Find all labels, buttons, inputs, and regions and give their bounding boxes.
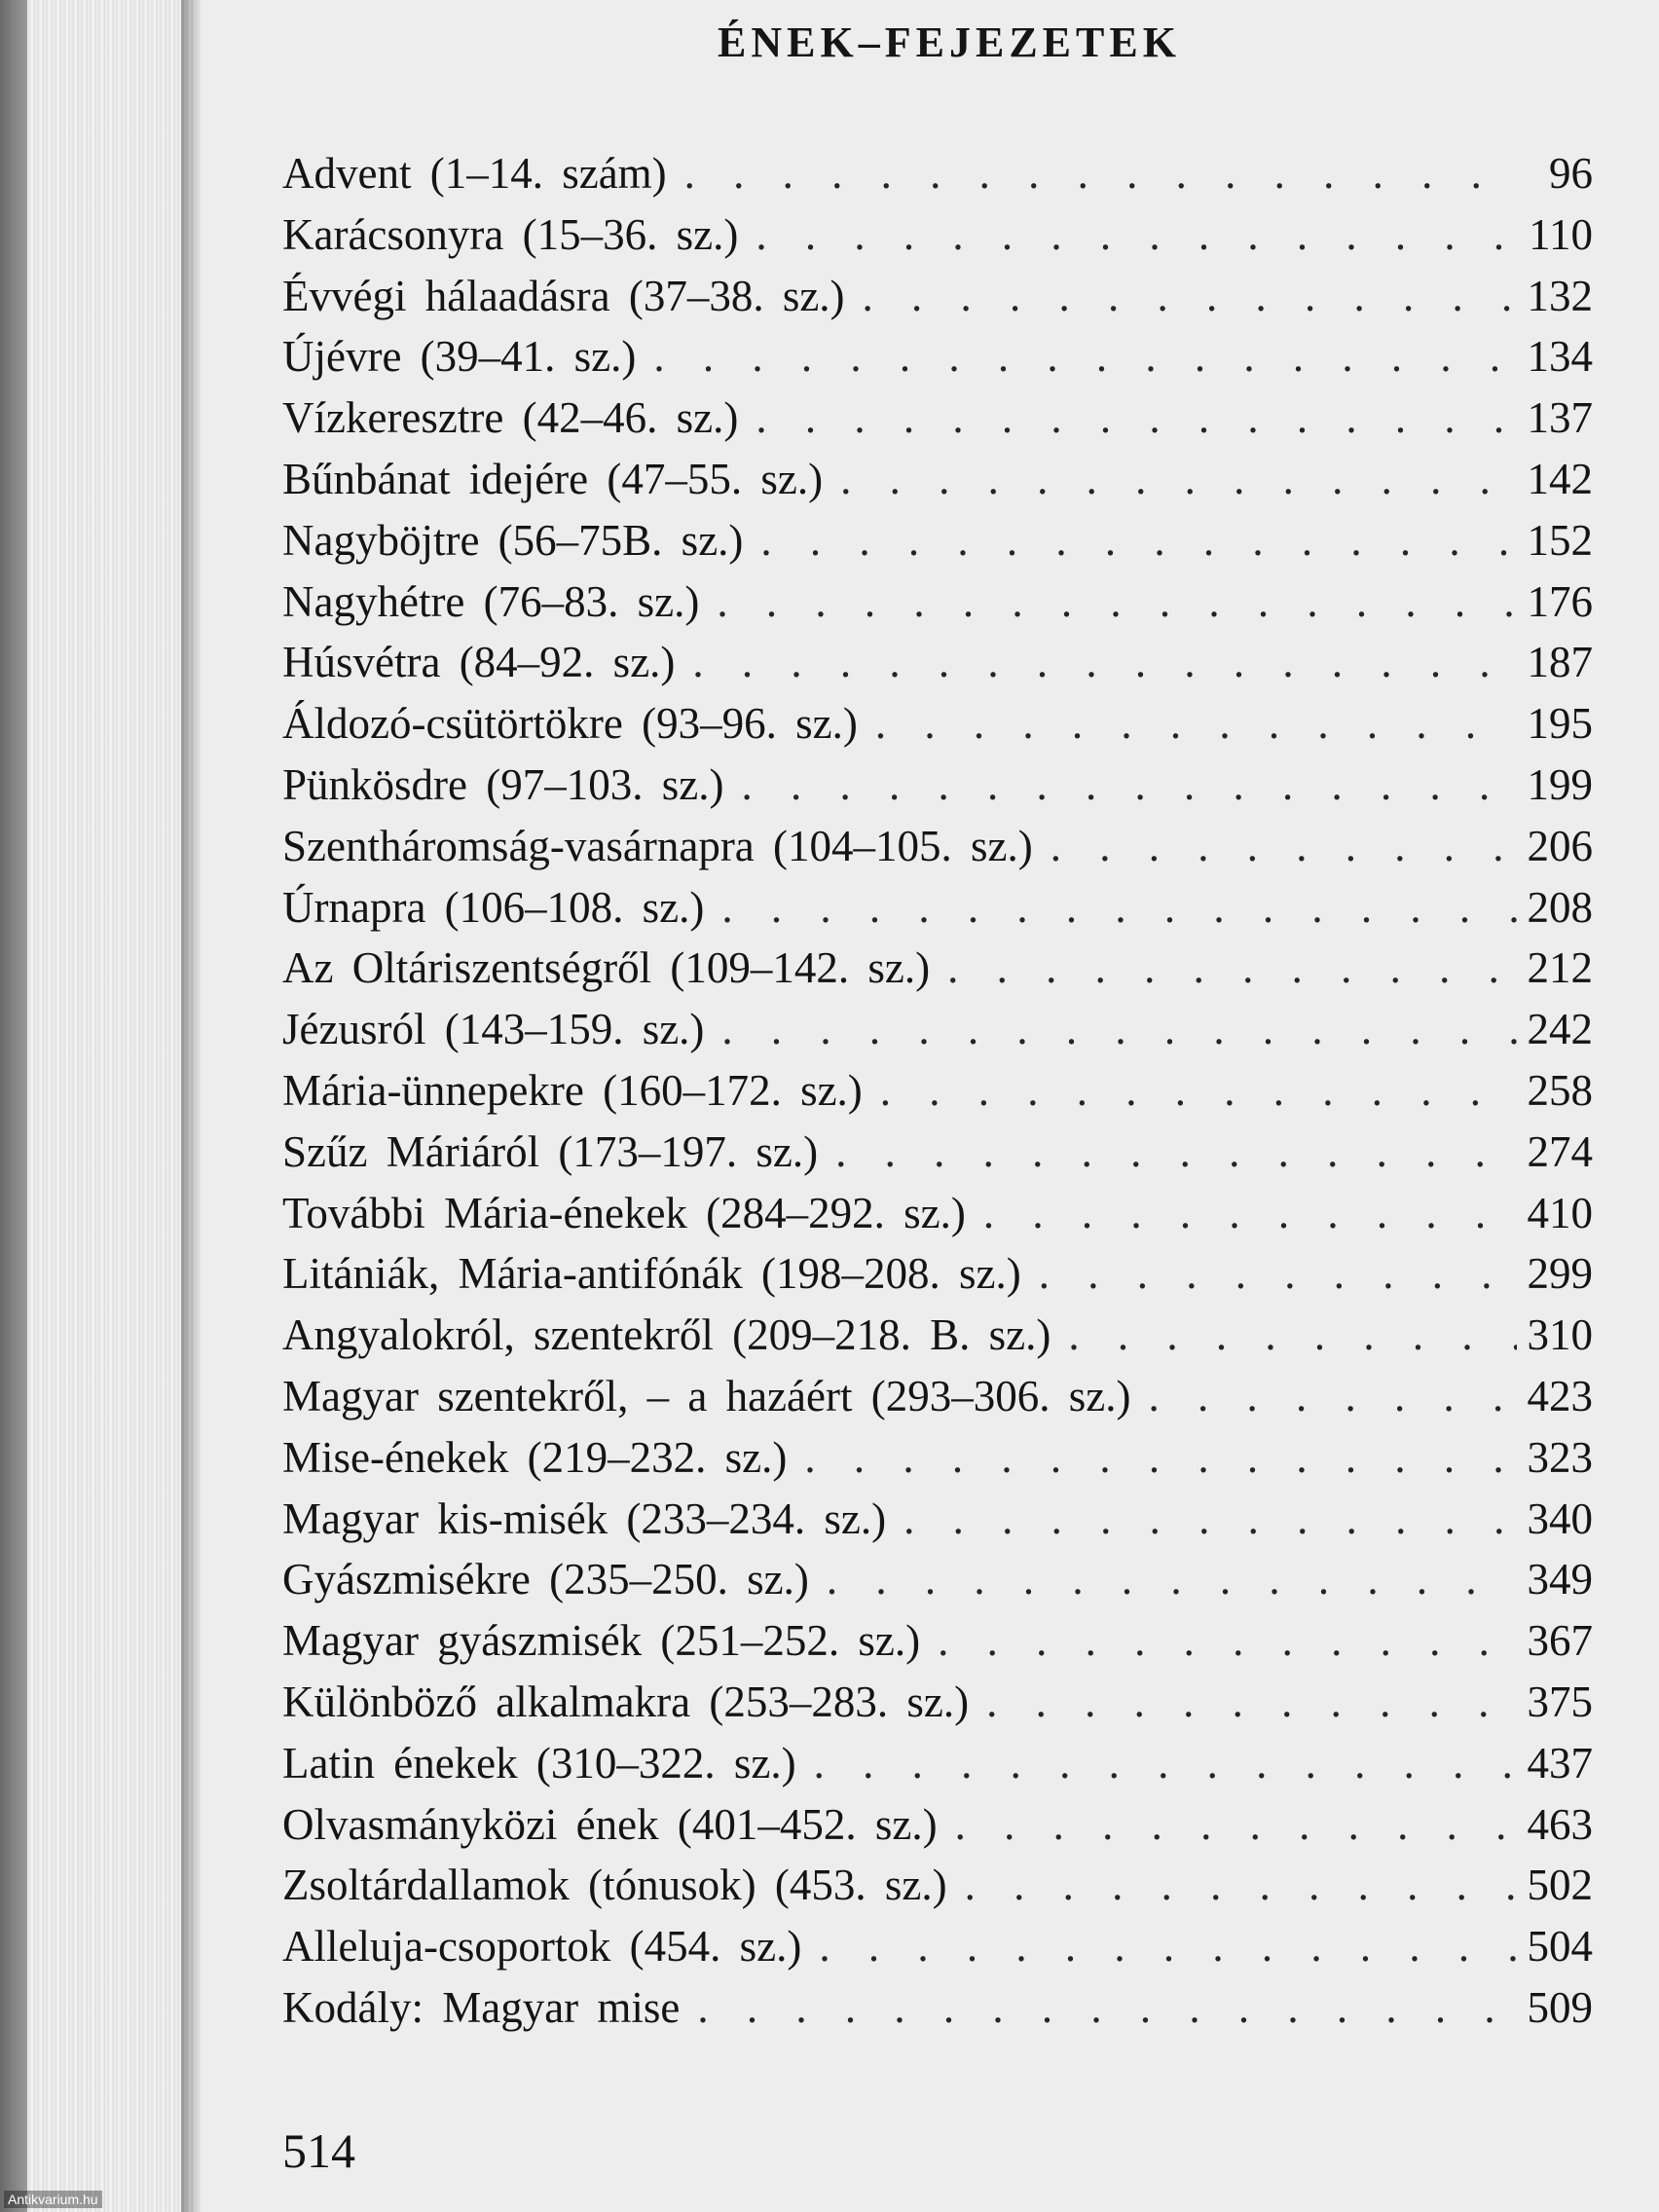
toc-entry-page: 274: [1527, 1126, 1593, 1176]
toc-entry: [282, 1432, 1593, 1493]
toc-entry-page: 323: [1527, 1432, 1593, 1482]
toc-entry: [282, 454, 1593, 515]
toc-entry-page: 367: [1527, 1616, 1593, 1666]
toc-entry-page: 242: [1527, 1005, 1593, 1054]
toc-entry: [282, 1065, 1593, 1126]
toc-entry-label: Magyar kis-misék (233–234. sz.): [282, 1493, 887, 1543]
toc-entry-label: Litániák, Mária-antifónák (198–208. sz.): [282, 1249, 1021, 1299]
toc-entry-label: Szűz Máriáról (173–197. sz.): [282, 1126, 819, 1176]
toc-entry-label: Évvégi hálaadásra (37–38. sz.): [282, 271, 845, 320]
toc-entry-page: 349: [1527, 1555, 1593, 1604]
toc-entry-label: Az Oltáriszentségről (109–142. sz.): [282, 943, 931, 993]
dot-leader: [835, 1126, 1517, 1177]
dot-leader: [875, 698, 1517, 749]
toc-entry: [282, 392, 1593, 454]
toc-entry: [282, 1738, 1593, 1799]
toc-entry: [282, 942, 1593, 1004]
dot-leader: [760, 515, 1517, 566]
toc-entry-page: 137: [1527, 393, 1593, 443]
toc-entry-label: Áldozó-csütörtökre (93–96. sz.): [282, 699, 858, 749]
toc-entry: [282, 1677, 1593, 1738]
dot-leader: [986, 1677, 1517, 1727]
dot-leader: [819, 1921, 1517, 1972]
dot-leader: [903, 1493, 1517, 1544]
toc-entry-page: 423: [1527, 1371, 1593, 1420]
book-page-edges: [0, 0, 195, 2212]
toc-entry-label: Mise-énekek (219–232. sz.): [282, 1432, 788, 1482]
toc-entry-page: 502: [1527, 1861, 1593, 1910]
toc-entry: [282, 576, 1593, 638]
dot-leader: [684, 148, 1517, 199]
toc-entry-label: Úrnapra (106–108. sz.): [282, 882, 705, 932]
toc-entry-label: Húsvétra (84–92. sz.): [282, 638, 676, 687]
toc-entry: [282, 1799, 1593, 1861]
dot-leader: [938, 1615, 1517, 1666]
gutter-shadow: [181, 0, 203, 2212]
dot-leader: [756, 392, 1517, 443]
toc-entry: [282, 515, 1593, 576]
toc-entry: [282, 1004, 1593, 1065]
toc-entry-page: 195: [1527, 699, 1593, 749]
dot-leader: [947, 942, 1517, 993]
toc-entry: [282, 1248, 1593, 1309]
toc-entry-page: 437: [1527, 1738, 1593, 1788]
toc-entry-label: Újévre (39–41. sz.): [282, 332, 637, 382]
dot-leader: [804, 1432, 1517, 1483]
toc-entry-page: 199: [1527, 759, 1593, 809]
toc-entry: [282, 209, 1593, 271]
toc-entry: [282, 1921, 1593, 1982]
toc-entry-page: 134: [1527, 332, 1593, 382]
toc-entry-page: 142: [1527, 454, 1593, 503]
toc-entry-label: Szentháromság-vasárnapra (104–105. sz.): [282, 821, 1033, 870]
toc-entry: [282, 148, 1593, 209]
book-page: [201, 0, 1659, 2212]
toc-entry-page: 212: [1527, 943, 1593, 993]
dot-leader: [697, 1982, 1517, 2033]
dot-leader: [955, 1799, 1517, 1850]
dot-leader: [863, 271, 1517, 321]
toc-entry-label: Olvasmányközi ének (401–452. sz.): [282, 1799, 938, 1849]
toc-entry-label: További Mária-énekek (284–292. sz.): [282, 1188, 966, 1237]
toc-entry: [282, 1188, 1593, 1249]
toc-entry: [282, 1309, 1593, 1371]
toc-entry-label: Magyar szentekről, – a hazáért (293–306. sz.): [282, 1371, 1131, 1420]
page-number: 514: [282, 2123, 355, 2178]
toc-entry: [282, 1860, 1593, 1921]
toc-entry-page: 132: [1527, 271, 1593, 320]
toc-entry-label: Pünkösdre (97–103. sz.): [282, 759, 724, 809]
toc-entry-label: Nagyböjtre (56–75B. sz.): [282, 515, 744, 565]
toc-entry: [282, 1982, 1593, 2044]
toc-entry-label: Angyalokról, szentekről (209–218. B. sz.): [282, 1310, 1051, 1360]
toc-entry: [282, 821, 1593, 882]
dot-leader: [1039, 1248, 1517, 1299]
toc-entry-page: 187: [1527, 638, 1593, 687]
toc-entry: [282, 1126, 1593, 1188]
dot-leader: [717, 576, 1517, 627]
dot-leader: [653, 331, 1517, 382]
toc-entry-page: 110: [1529, 209, 1593, 259]
toc-entry-page: 208: [1527, 882, 1593, 932]
toc-entry: [282, 331, 1593, 392]
toc-entry: [282, 759, 1593, 821]
toc-entry-page: 375: [1527, 1677, 1593, 1726]
dot-leader: [741, 759, 1517, 810]
toc-entry-page: 258: [1527, 1065, 1593, 1115]
toc-entry-label: Latin énekek (310–322. sz.): [282, 1738, 796, 1788]
toc-entry-label: Kodály: Magyar mise: [282, 1982, 681, 2032]
dot-leader: [840, 454, 1517, 504]
toc-entry: [282, 271, 1593, 332]
toc-entry: [282, 637, 1593, 698]
dot-leader: [965, 1860, 1517, 1910]
toc-entry-label: Magyar gyászmisék (251–252. sz.): [282, 1616, 921, 1666]
toc-entry-label: Mária-ünnepekre (160–172. sz.): [282, 1065, 863, 1115]
toc-entry: [282, 1493, 1593, 1555]
dot-leader: [983, 1188, 1517, 1238]
dot-leader: [692, 637, 1517, 687]
toc-entry-page: 152: [1527, 515, 1593, 565]
toc-entry-page: 299: [1527, 1249, 1593, 1299]
dot-leader: [721, 1004, 1517, 1054]
toc-entry: [282, 1371, 1593, 1432]
dot-leader: [1068, 1309, 1517, 1360]
toc-entry-page: 504: [1527, 1922, 1593, 1972]
toc-entry-label: Zsoltárdallamok (tónusok) (453. sz.): [282, 1861, 947, 1910]
toc-entry-label: Vízkeresztre (42–46. sz.): [282, 393, 739, 443]
dot-leader: [756, 209, 1517, 260]
toc-entry-page: 410: [1527, 1188, 1593, 1237]
dot-leader: [814, 1738, 1517, 1788]
dot-leader: [827, 1554, 1517, 1604]
toc-entry-page: 310: [1527, 1310, 1593, 1360]
toc-entry-label: Bűnbánat idejére (47–55. sz.): [282, 454, 824, 503]
page-title: ÉNEK–FEJEZETEK: [718, 18, 1181, 66]
toc-entry-label: Jézusról (143–159. sz.): [282, 1005, 705, 1054]
toc-entry-label: Advent (1–14. szám): [282, 149, 667, 198]
dot-leader: [1148, 1371, 1517, 1421]
toc-entry-page: 96: [1549, 149, 1593, 198]
toc-entry: [282, 698, 1593, 759]
toc-entry-page: 463: [1527, 1799, 1593, 1849]
toc-entry-page: 509: [1527, 1982, 1593, 2032]
toc-entry-label: Különböző alkalmakra (253–283. sz.): [282, 1677, 970, 1726]
book-cover-edge: [0, 0, 27, 2212]
toc-entry-page: 340: [1527, 1493, 1593, 1543]
watermark: Antikvarium.hu: [4, 2191, 102, 2208]
toc-entry-label: Karácsonyra (15–36. sz.): [282, 209, 739, 259]
table-of-contents: [282, 148, 1593, 2044]
dot-leader: [721, 882, 1517, 933]
toc-entry: [282, 1554, 1593, 1615]
toc-entry: [282, 882, 1593, 943]
toc-entry-page: 176: [1527, 576, 1593, 626]
toc-entry-label: Gyászmisékre (235–250. sz.): [282, 1555, 809, 1604]
toc-entry-page: 206: [1527, 821, 1593, 870]
dot-leader: [1051, 821, 1517, 871]
toc-entry-label: Alleluja-csoportok (454. sz.): [282, 1922, 802, 1972]
toc-entry: [282, 1615, 1593, 1677]
toc-entry-label: Nagyhétre (76–83. sz.): [282, 576, 700, 626]
dot-leader: [880, 1065, 1517, 1116]
